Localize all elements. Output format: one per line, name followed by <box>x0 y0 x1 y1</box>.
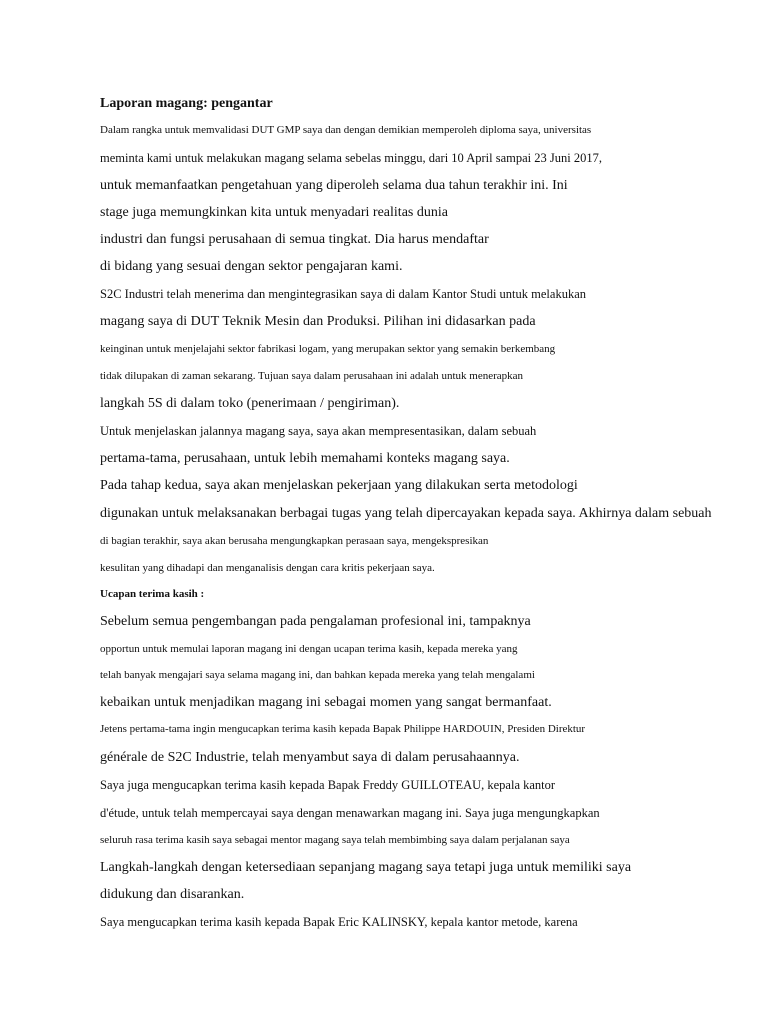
paragraph-line: d'étude, untuk telah mempercayai saya dengan menawarkan magang ini. Saya juga mengungkapkan <box>100 806 600 820</box>
document-title: Laporan magang: pengantar <box>100 96 273 111</box>
paragraph-line: kebaikan untuk menjadikan magang ini sebagai momen yang sangat bermanfaat. <box>100 695 552 710</box>
paragraph-line: Saya mengucapkan terima kasih kepada Bapak Eric KALINSKY, kepala kantor metode, karena <box>100 915 578 929</box>
paragraph-line: Saya juga mengucapkan terima kasih kepada Bapak Freddy GUILLOTEAU, kepala kantor <box>100 778 556 792</box>
paragraph-line: digunakan untuk melaksanakan berbagai tugas yang telah dipercayakan kepada saya. Akhirnya dalam sebuah <box>100 506 712 521</box>
paragraph-line: tidak dilupakan di zaman sekarang. Tujuan saya dalam perusahaan ini adalah untuk menerapkan <box>100 370 524 382</box>
paragraph-line: telah banyak mengajari saya selama magang ini, dan bahkan kepada mereka yang telah mengalami <box>100 669 535 681</box>
paragraph-line: générale de S2C Industrie, telah menyambut saya di dalam perusahaannya. <box>100 750 520 765</box>
paragraph-line: Untuk menjelaskan jalannya magang saya, saya akan mempresentasikan, dalam sebuah <box>100 424 537 438</box>
paragraph-line: industri dan fungsi perusahaan di semua tingkat. Dia harus mendaftar <box>100 232 489 247</box>
paragraph-line: seluruh rasa terima kasih saya sebagai mentor magang saya telah membimbing saya dalam perjalanan saya <box>100 834 570 846</box>
paragraph-line: Pada tahap kedua, saya akan menjelaskan pekerjaan yang dilakukan serta metodologi <box>100 478 578 493</box>
paragraph-line: magang saya di DUT Teknik Mesin dan Produksi. Pilihan ini didasarkan pada <box>100 314 536 329</box>
paragraph-line: kesulitan yang dihadapi dan menganalisis dengan cara kritis pekerjaan saya. <box>100 562 435 574</box>
paragraph-line: S2C Industri telah menerima dan mengintegrasikan saya di dalam Kantor Studi untuk melakukan <box>100 287 586 301</box>
paragraph-line: Jetens pertama-tama ingin mengucapkan terima kasih kepada Bapak Philippe HARDOUIN, Presiden Direktur <box>100 723 586 735</box>
paragraph-line: Langkah-langkah dengan ketersediaan sepanjang magang saya tetapi juga untuk memiliki saya <box>100 860 632 875</box>
paragraph-line: keinginan untuk menjelajahi sektor fabrikasi logam, yang merupakan sektor yang semakin berkembang <box>100 343 556 355</box>
paragraph-line: Dalam rangka untuk memvalidasi DUT GMP saya dan dengan demikian memperoleh diploma saya, universitas <box>100 124 592 136</box>
paragraph-line: Sebelum semua pengembangan pada pengalaman profesional ini, tampaknya <box>100 614 531 629</box>
paragraph-line: di bagian terakhir, saya akan berusaha mengungkapkan perasaan saya, mengekspresikan <box>100 535 489 547</box>
paragraph-line: langkah 5S di dalam toko (penerimaan / pengiriman). <box>100 396 400 411</box>
paragraph-line: didukung dan disarankan. <box>100 887 245 902</box>
paragraph-line: untuk memanfaatkan pengetahuan yang diperoleh selama dua tahun terakhir ini. Ini <box>100 178 568 193</box>
paragraph-line: di bidang yang sesuai dengan sektor pengajaran kami. <box>100 259 403 274</box>
paragraph-line: pertama-tama, perusahaan, untuk lebih memahami konteks magang saya. <box>100 451 510 466</box>
paragraph-line: stage juga memungkinkan kita untuk menyadari realitas dunia <box>100 205 448 220</box>
section-heading: Ucapan terima kasih : <box>100 588 205 600</box>
paragraph-line: opportun untuk memulai laporan magang ini dengan ucapan terima kasih, kepada mereka yang <box>100 643 518 655</box>
paragraph-line: meminta kami untuk melakukan magang selama sebelas minggu, dari 10 April sampai 23 Juni 2017, <box>100 151 602 165</box>
